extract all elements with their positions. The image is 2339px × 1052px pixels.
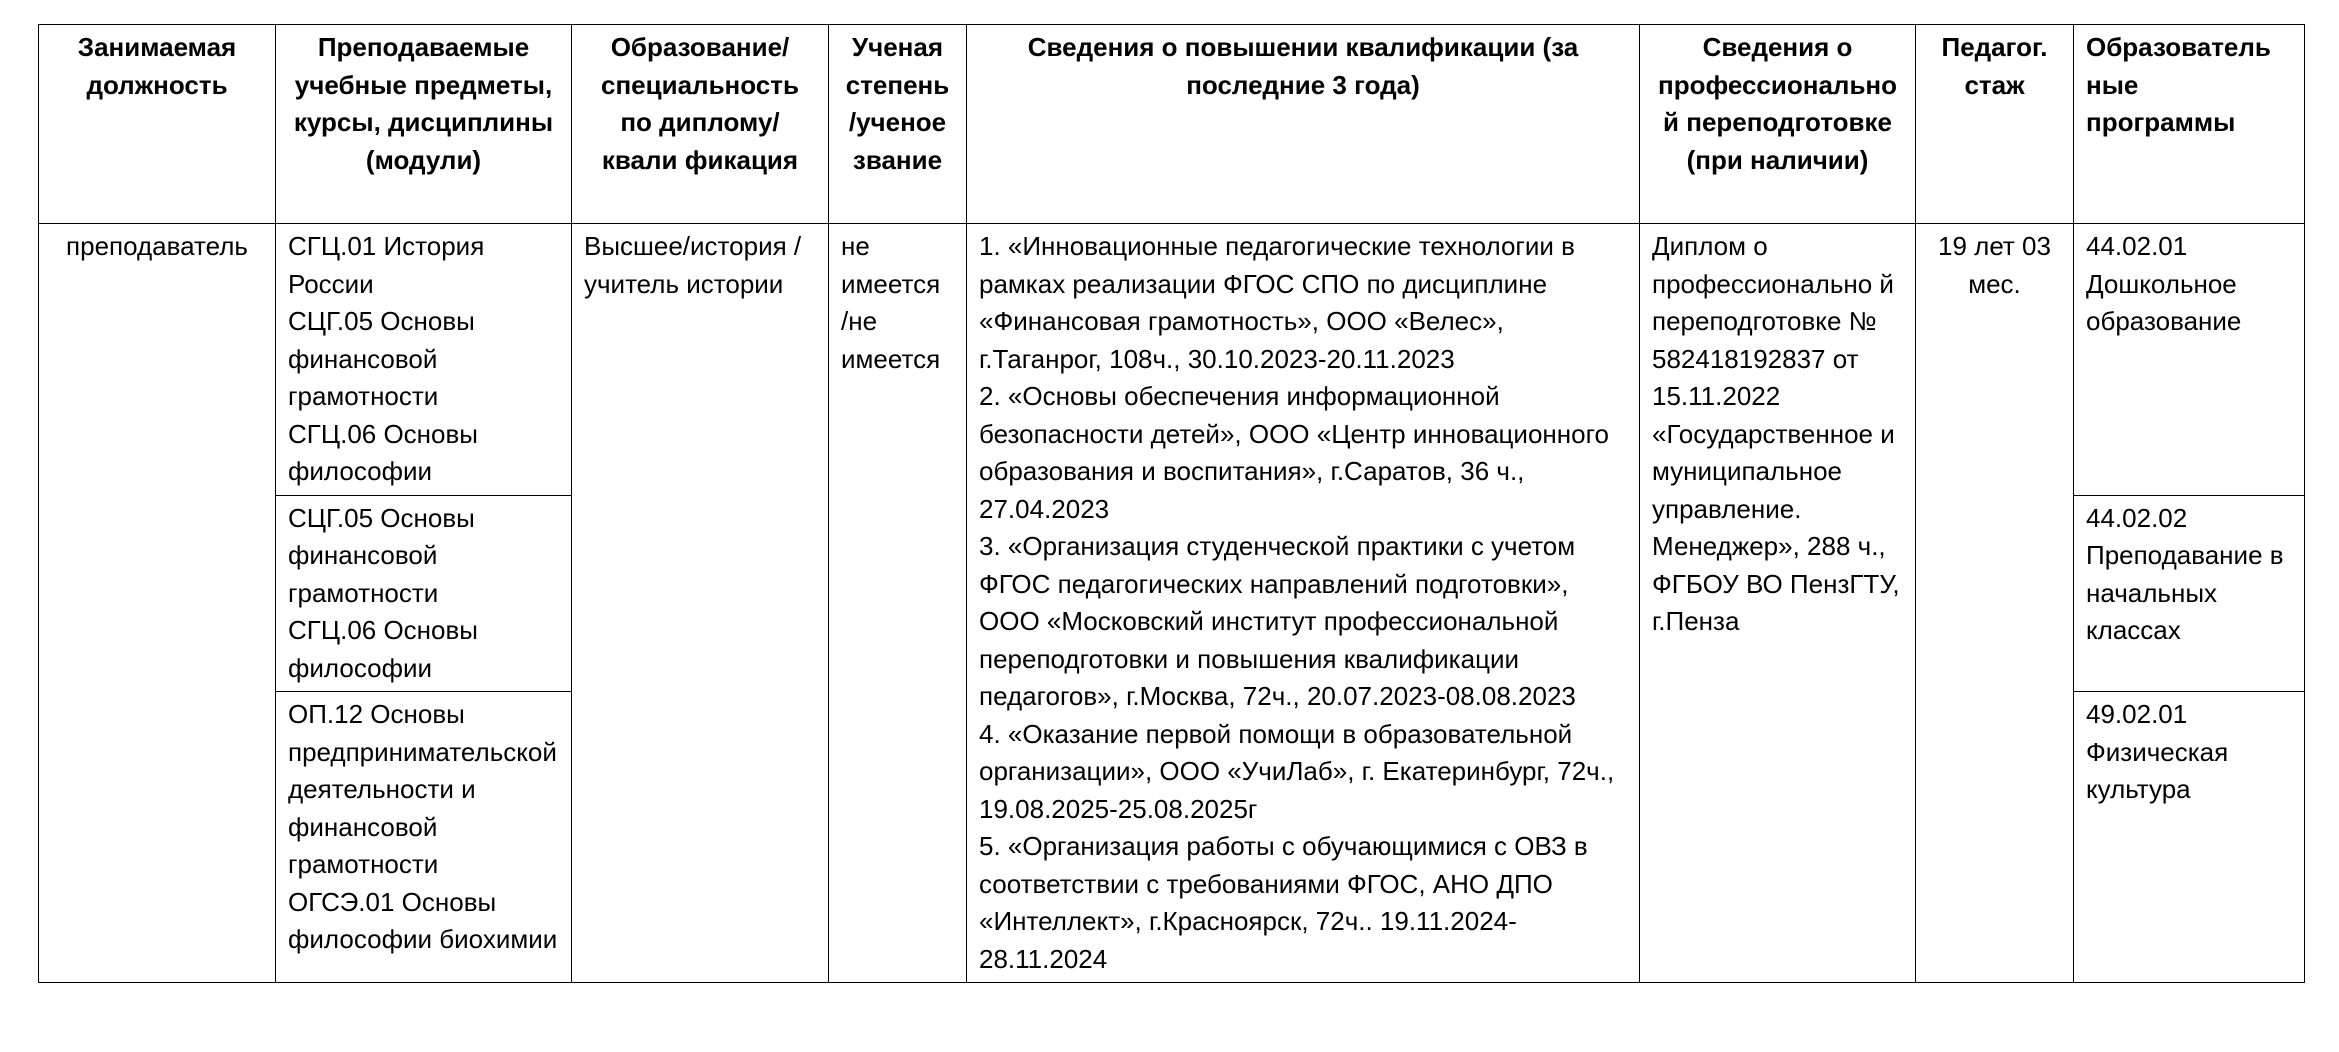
subjects-cell-1 bbox=[276, 224, 572, 496]
education-cell: Высшее/история /учитель истории bbox=[572, 224, 829, 983]
table-row bbox=[39, 224, 2305, 496]
subject-item: ОП.12 Основы предпринимательской деятельности и финансовой грамотности bbox=[288, 699, 557, 879]
program-cell-3: 49.02.01 Физическая культура bbox=[2074, 692, 2305, 983]
program-cell-1: 44.02.01 Дошкольное образование bbox=[2074, 224, 2305, 496]
header-experience: Педагог. стаж bbox=[1916, 25, 2074, 224]
subjects-cell-3 bbox=[276, 692, 572, 983]
subjects-cell-2 bbox=[276, 495, 572, 692]
staff-info-table bbox=[38, 24, 2305, 983]
header-subjects: Преподаваемые учебные предметы, курсы, дисциплины (модули) bbox=[276, 25, 572, 224]
position-cell: преподаватель bbox=[39, 224, 276, 983]
header-row bbox=[39, 25, 2305, 224]
qualification-item: 1. «Инновационные педагогические технологии в рамках реализации ФГОС СПО по дисциплине «Финансовая грамотность», ООО «Велес», г.Таганрог, 108ч., 30.10.2023-20.11.2023 bbox=[979, 231, 1575, 374]
qualification-item: 2. «Основы обеспечения информационной безопасности детей», ООО «Центр инновационного образования и воспитания», г.Саратов, 36 ч., 27.04.2023 bbox=[979, 381, 1609, 524]
program-cell-2: 44.02.02 Преподавание в начальных классах bbox=[2074, 495, 2305, 692]
qualification-item: 3. «Организация студенческой практики с учетом ФГОС педагогических направлений подготовки», ООО «Московский институт профессиональной переподготовки и повышения квалификации педагогов», г.Москва, 72ч., 20.07.2023-08.08.2023 bbox=[979, 531, 1576, 711]
subject-item: СГЦ.06 Основы философии bbox=[288, 615, 478, 683]
experience-cell: 19 лет 03 мес. bbox=[1916, 224, 2074, 983]
header-retraining: Сведения о профессионально й переподготовке (при наличии) bbox=[1640, 25, 1916, 224]
subject-item: СГЦ.06 Основы философии bbox=[288, 418, 478, 486]
header-education: Образование/ специальность по диплому/квали фикация bbox=[572, 25, 829, 224]
header-qualification: Сведения о повышении квалификации (за последние 3 года) bbox=[967, 25, 1640, 224]
subject-item: СГЦ.01 История России bbox=[288, 231, 485, 299]
subject-item: СЦГ.05 Основы финансовой грамотности bbox=[288, 306, 475, 411]
subject-item: СЦГ.05 Основы финансовой грамотности bbox=[288, 502, 475, 608]
subject-item: ОГСЭ.01 Основы философии биохимии bbox=[288, 886, 558, 954]
retraining-cell: Диплом о профессионально й переподготовке № 582418192837 от 15.11.2022 «Государственное и муниципальное управление. Менеджер», 288 ч., ФГБОУ ВО ПензГТУ, г.Пенза bbox=[1640, 224, 1916, 983]
header-position: Занимаемая должность bbox=[39, 25, 276, 224]
qualification-cell bbox=[967, 224, 1640, 983]
header-degree: Ученая степень /ученое звание bbox=[829, 25, 967, 224]
qualification-item: 4. «Оказание первой помощи в образовательной организации», ООО «УчиЛаб», г. Екатеринбург, 72ч., 19.08.2025-25.08.2025г bbox=[979, 718, 1615, 824]
qualification-item: 5. «Организация работы с обучающимися с ОВЗ в соответствии с требованиями ФГОС, АНО ДПО «Интеллект», г.Красноярск, 72ч.. 19.11.2024-28.11.2024 bbox=[979, 831, 1588, 974]
degree-cell: не имеется /не имеется bbox=[829, 224, 967, 983]
header-programs: Образователь ные программы bbox=[2074, 25, 2305, 224]
